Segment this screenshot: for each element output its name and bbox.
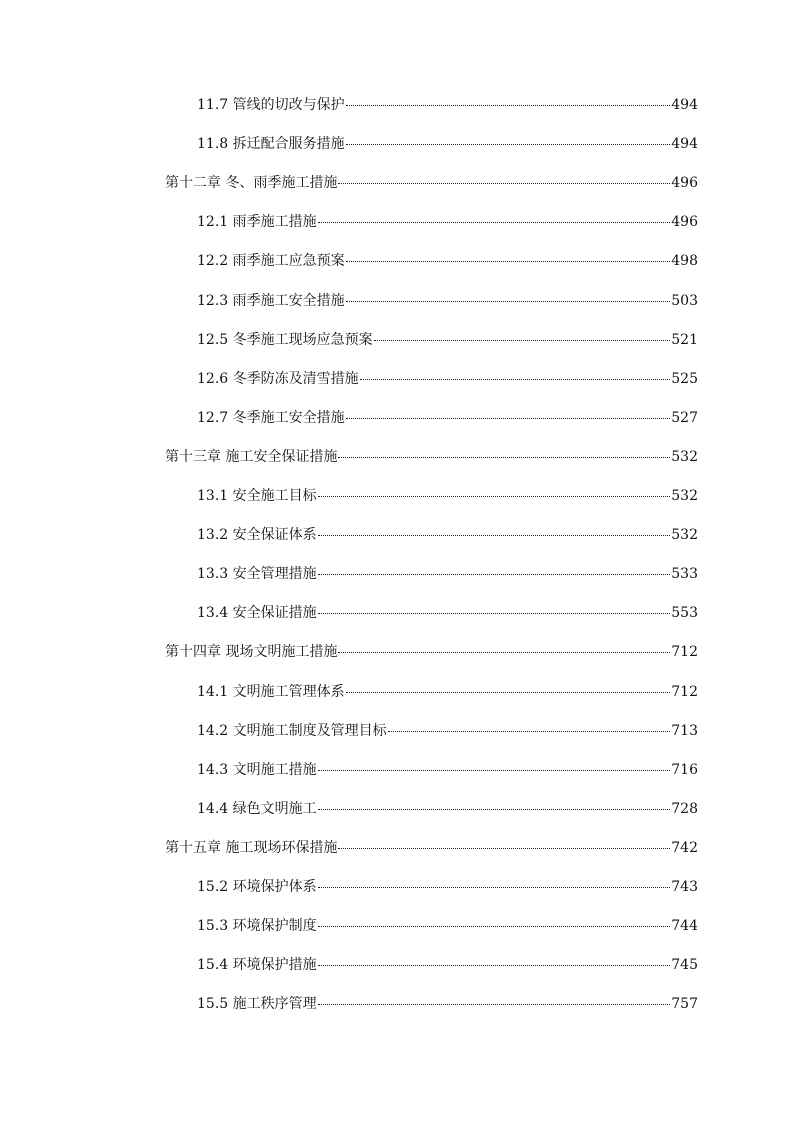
toc-page-number: 533	[671, 566, 698, 582]
toc-page-number: 532	[671, 488, 698, 504]
toc-dot-leader	[338, 652, 670, 653]
toc-dot-leader	[318, 222, 671, 223]
toc-entry-label: 第十五章 施工现场环保措施	[165, 840, 338, 856]
toc-page-number: 553	[671, 605, 698, 621]
toc-section-entry[interactable]	[197, 994, 698, 1014]
toc-section-entry[interactable]	[197, 291, 698, 311]
toc-entry-label: 12.7 冬季施工安全措施	[197, 410, 345, 426]
toc-dot-leader	[318, 809, 671, 810]
toc-dot-leader	[318, 574, 671, 575]
toc-entry-label: 15.5 施工秩序管理	[197, 996, 317, 1012]
toc-dot-leader	[346, 692, 671, 693]
toc-dot-leader	[346, 144, 671, 145]
toc-dot-leader	[346, 301, 671, 302]
toc-section-entry[interactable]	[197, 212, 698, 232]
toc-section-entry[interactable]	[197, 721, 698, 741]
toc-page-number: 496	[671, 175, 698, 191]
toc-section-entry[interactable]	[197, 799, 698, 819]
toc-page-number: 498	[671, 253, 698, 269]
toc-section-entry[interactable]	[197, 369, 698, 389]
toc-entry-label: 15.3 环境保护制度	[197, 918, 317, 934]
toc-entry-label: 13.2 安全保证体系	[197, 527, 317, 543]
toc-entry-label: 第十四章 现场文明施工措施	[165, 644, 338, 660]
toc-dot-leader	[318, 926, 671, 927]
toc-page-number: 728	[671, 801, 698, 817]
toc-section-entry[interactable]	[197, 877, 698, 897]
toc-section-entry[interactable]	[197, 916, 698, 936]
toc-entry-label: 14.3 文明施工措施	[197, 762, 317, 778]
toc-dot-leader	[388, 731, 671, 732]
toc-page-number: 496	[671, 214, 698, 230]
toc-entry-label: 15.4 环境保护措施	[197, 957, 317, 973]
toc-entry-label: 13.3 安全管理措施	[197, 566, 317, 582]
toc-section-entry[interactable]	[197, 682, 698, 702]
toc-page-number: 712	[671, 644, 698, 660]
toc-section-entry[interactable]	[197, 486, 698, 506]
toc-page-number: 521	[671, 332, 698, 348]
toc-page-number: 494	[671, 136, 698, 152]
toc-entry-label: 第十二章 冬、雨季施工措施	[165, 175, 338, 191]
toc-dot-leader	[338, 848, 670, 849]
toc-entry-label: 14.4 绿色文明施工	[197, 801, 317, 817]
toc-section-entry[interactable]	[197, 603, 698, 623]
toc-entry-label: 11.8 拆迁配合服务措施	[197, 136, 345, 152]
toc-page-number: 532	[671, 527, 698, 543]
toc-page-number: 532	[671, 449, 698, 465]
toc-page-number: 745	[671, 957, 698, 973]
toc-dot-leader	[338, 183, 670, 184]
toc-entry-label: 12.6 冬季防冻及清雪措施	[197, 371, 359, 387]
toc-dot-leader	[374, 340, 671, 341]
toc-entry-label: 第十三章 施工安全保证措施	[165, 449, 338, 465]
toc-chapter-entry[interactable]	[165, 447, 698, 467]
toc-page-number: 742	[671, 840, 698, 856]
toc-entry-label: 13.4 安全保证措施	[197, 605, 317, 621]
toc-dot-leader	[360, 379, 671, 380]
toc-entry-label: 11.7 管线的切改与保护	[197, 97, 345, 113]
toc-page-number: 716	[671, 762, 698, 778]
toc-dot-leader	[318, 496, 671, 497]
toc-entry-label: 12.5 冬季施工现场应急预案	[197, 332, 373, 348]
toc-dot-leader	[318, 887, 671, 888]
toc-section-entry[interactable]	[197, 760, 698, 780]
toc-entry-label: 14.1 文明施工管理体系	[197, 684, 345, 700]
toc-chapter-entry[interactable]	[165, 642, 698, 662]
toc-section-entry[interactable]	[197, 525, 698, 545]
toc-page-number: 713	[671, 723, 698, 739]
toc-page-number: 712	[671, 684, 698, 700]
toc-section-entry[interactable]	[197, 564, 698, 584]
toc-page-number: 525	[671, 371, 698, 387]
toc-dot-leader	[338, 457, 670, 458]
toc-dot-leader	[318, 613, 671, 614]
toc-page-number: 743	[671, 879, 698, 895]
toc-dot-leader	[346, 261, 671, 262]
toc-page-number: 503	[671, 293, 698, 309]
toc-chapter-entry[interactable]	[165, 838, 698, 858]
toc-page-number: 527	[671, 410, 698, 426]
toc-section-entry[interactable]	[197, 134, 698, 154]
toc-section-entry[interactable]	[197, 408, 698, 428]
toc-entry-label: 15.2 环境保护体系	[197, 879, 317, 895]
toc-page-number: 494	[671, 97, 698, 113]
toc-dot-leader	[346, 105, 671, 106]
toc-section-entry[interactable]	[197, 95, 698, 115]
toc-entry-label: 13.1 安全施工目标	[197, 488, 317, 504]
toc-section-entry[interactable]	[197, 330, 698, 350]
toc-dot-leader	[346, 418, 671, 419]
toc-chapter-entry[interactable]	[165, 173, 698, 193]
toc-entry-label: 12.2 雨季施工应急预案	[197, 253, 345, 269]
toc-entry-label: 12.1 雨季施工措施	[197, 214, 317, 230]
toc-page-number: 757	[671, 996, 698, 1012]
toc-section-entry[interactable]	[197, 251, 698, 271]
toc-page-number: 744	[671, 918, 698, 934]
toc-entry-label: 14.2 文明施工制度及管理目标	[197, 723, 387, 739]
toc-dot-leader	[318, 535, 671, 536]
toc-dot-leader	[318, 770, 671, 771]
toc-section-entry[interactable]	[197, 955, 698, 975]
toc-dot-leader	[318, 1004, 671, 1005]
toc-dot-leader	[318, 965, 671, 966]
toc-entry-label: 12.3 雨季施工安全措施	[197, 293, 345, 309]
